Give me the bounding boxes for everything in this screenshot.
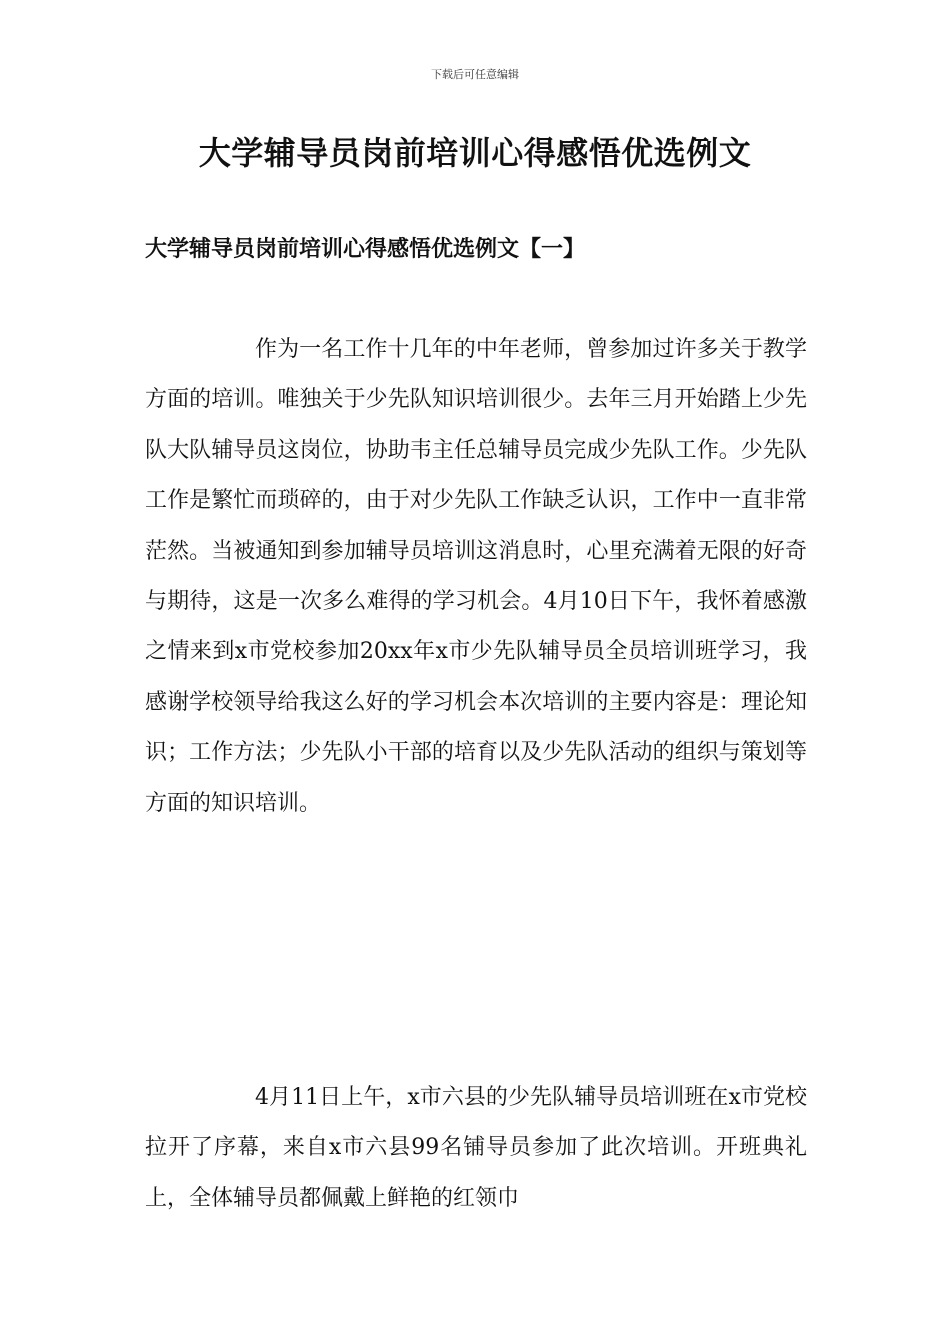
document-title: 大学辅导员岗前培训心得感悟优选例文 <box>198 134 752 172</box>
body-paragraph-1: 作为一名工作十几年的中年老师，曾参加过许多关于教学方面的培训。唯独关于少先队知识培训很少。去年三月开始踏上少先队大队辅导员这岗位，协助韦主任总辅导员完成少先队工作。少先队工作是繁忙而琐碎的，由于对少先队工作缺乏认识，工作中一直非常茫然。当被通知到参加辅导员培训这消息时，心里充满着无限的好奇与期待，这是一次多么难得的学习机会。4月10日下午，我怀着感激之情来到x市党校参加20xx年x市少先队辅导员全员培训班学习，我感谢学校领导给我这么好的学习机会本次培训的主要内容是：理论知识；工作方法；少先队小干部的培育以及少先队活动的组织与策划等方面的知识培训。 <box>145 337 807 816</box>
body-paragraph-2: 4月11日上午，x市六县的少先队辅导员培训班在x市党校拉开了序幕，来自x市六县99名铺导员参加了此次培训。开班典礼上，全体辅导员都佩戴上鲜艳的红领巾 <box>145 1085 807 1211</box>
section-heading: 大学辅导员岗前培训心得感悟优选例文【一】 <box>145 236 586 262</box>
header-note: 下载后可任意编辑 <box>431 68 519 81</box>
